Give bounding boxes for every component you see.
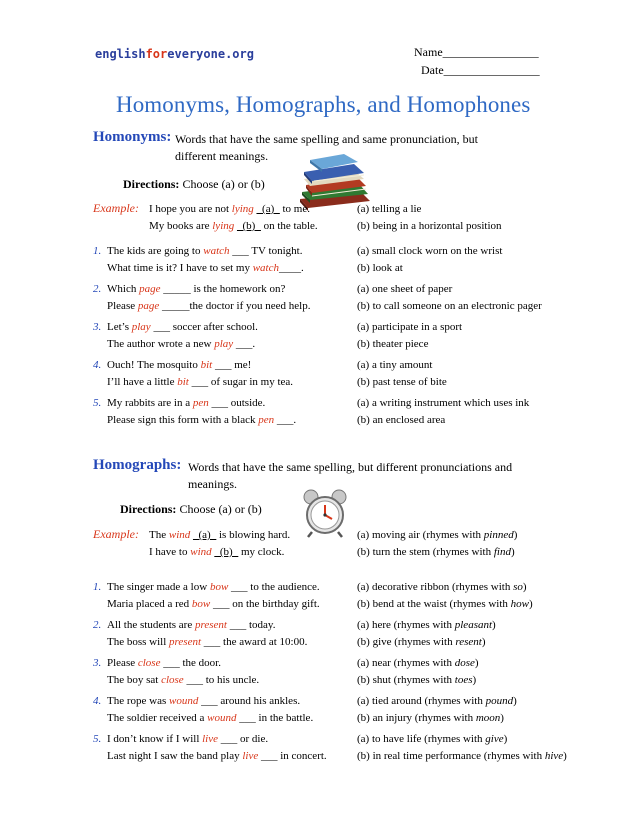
question-sentence-2 — [107, 749, 327, 764]
question-number: 2. — [93, 283, 102, 295]
option-a — [357, 618, 496, 633]
option-b — [357, 673, 476, 688]
example-text: my clock. — [238, 546, 285, 558]
target-word: play — [214, 338, 234, 350]
option-a: (a) participate in a sport — [357, 321, 463, 333]
question-number: 1. — [93, 581, 102, 593]
option-text: ) — [513, 695, 517, 707]
homonyms-definition-line1: Words that have the same spelling and same pronunciation, but — [175, 132, 478, 146]
option-b: (b) past tense of bite — [357, 376, 447, 388]
target-word: bit — [200, 359, 213, 371]
option-a: (a) a writing instrument which uses ink — [357, 397, 530, 409]
question-number: 5. — [93, 733, 102, 745]
site-logo-text — [95, 47, 254, 61]
sentence-text: I’ll have a little — [107, 376, 178, 388]
sentence-blank-text: ___ of sugar in my tea. — [188, 376, 294, 388]
example-option-a: (a) telling a lie — [357, 203, 422, 215]
option-b — [357, 597, 533, 612]
sentence-blank-text: ___ the door. — [160, 657, 221, 669]
date-line: Date________________ — [421, 63, 540, 77]
option-text: (b) an injury (rhymes with — [357, 712, 476, 724]
question-sentence-2 — [107, 597, 320, 612]
sentence-text: The rope was — [107, 695, 170, 707]
option-text: ) — [522, 581, 527, 593]
example-text: My books are — [149, 220, 213, 232]
example-text: is blowing hard. — [216, 529, 291, 541]
example-text: The — [149, 529, 169, 541]
target-word: watch — [203, 245, 230, 257]
sentence-text: The singer made a low — [107, 581, 210, 593]
option-text: (a) here (rhymes with — [357, 619, 455, 631]
sentence-blank-text: ___ to the audience. — [228, 581, 320, 593]
option-b: (b) theater piece — [357, 338, 429, 350]
target-word: live — [202, 733, 219, 745]
sentence-blank-text: ___ around his ankles. — [198, 695, 301, 707]
site-part-english: english — [95, 47, 146, 61]
example-text: I have to — [149, 546, 191, 558]
target-word: watch — [252, 262, 279, 274]
sentence-blank-text: ___. — [233, 338, 256, 350]
example-text: to me. — [279, 203, 310, 215]
option-rhyme-word: moon — [475, 712, 501, 724]
example-sentence-2 — [149, 545, 284, 560]
sentence-text: Please — [107, 657, 138, 669]
target-word: live — [242, 750, 259, 762]
question-number: 3. — [93, 657, 102, 669]
directions-text: Choose (a) or (b) — [179, 502, 262, 516]
option-b: (b) look at — [357, 262, 403, 274]
example-text: on the table. — [260, 220, 318, 232]
option-a — [357, 694, 517, 709]
target-word: pen — [192, 397, 209, 409]
sentence-blank-text: ___ or die. — [218, 733, 269, 745]
option-rhyme-word: toes — [454, 674, 473, 686]
option-text: ) — [563, 750, 567, 762]
sentence-blank-text: ___ in the battle. — [236, 712, 314, 724]
question-sentence-1 — [107, 320, 258, 335]
example-option-b: (b) being in a horizontal position — [357, 220, 502, 232]
question-sentence-1 — [107, 396, 265, 411]
option-a: (a) one sheet of paper — [357, 283, 453, 295]
option-text: (b) bend at the waist (rhymes with — [357, 598, 511, 610]
question-sentence-2 — [107, 711, 313, 726]
target-word: close — [137, 657, 161, 669]
option-b: (b) to call someone on an electronic pager — [357, 300, 542, 312]
directions-label: Directions: — [120, 502, 177, 516]
homographs-definition-line1: Words that have the same spelling, but different pronunciations and — [188, 460, 513, 474]
question-sentence-2 — [107, 299, 310, 314]
option-text: ) — [511, 546, 515, 558]
question-sentence-2 — [107, 261, 304, 276]
sentence-text: The boss will — [107, 636, 170, 648]
option-text: ) — [529, 598, 533, 610]
option-text: ) — [503, 733, 508, 745]
example-option-b — [357, 545, 515, 560]
option-rhyme-word: pinned — [483, 529, 514, 541]
option-text: (b) shut (rhymes with — [357, 674, 455, 686]
directions-label: Directions: — [123, 177, 180, 191]
sentence-text: Let’s — [107, 321, 132, 333]
page-title: Homonyms, Homographs, and Homophones — [116, 92, 531, 117]
sentence-blank-text: ___ soccer after school. — [150, 321, 258, 333]
homographs-definition-line2: meanings. — [188, 477, 237, 491]
sentence-blank-text: ___ to his uncle. — [183, 674, 260, 686]
question-number: 5. — [93, 397, 102, 409]
alarm-clock-icon — [300, 488, 350, 538]
question-sentence-2 — [107, 635, 307, 650]
sentence-blank-text: ___ me! — [212, 359, 252, 371]
sentence-blank-text: ___. — [274, 414, 297, 426]
sentence-blank-text: ____. — [279, 262, 304, 274]
sentence-text: Which — [107, 283, 140, 295]
question-number: 4. — [93, 695, 102, 707]
name-line: Name________________ — [414, 45, 539, 59]
sentence-blank-text: ___ on the birthday gift. — [210, 598, 320, 610]
option-a: (a) a tiny amount — [357, 359, 433, 371]
question-number: 1. — [93, 245, 102, 257]
question-sentence-2 — [107, 337, 255, 352]
option-b — [357, 635, 486, 650]
sentence-text: Please — [107, 300, 138, 312]
sentence-text: Please sign this form with a black — [107, 414, 259, 426]
site-part-for: for — [145, 47, 168, 61]
option-rhyme-word: find — [493, 546, 511, 558]
option-text: (a) tied around (rhymes with — [357, 695, 486, 707]
target-word: bow — [209, 581, 229, 593]
option-b: (b) an enclosed area — [357, 414, 446, 426]
question-sentence-2 — [107, 673, 259, 688]
option-text: ) — [474, 657, 479, 669]
example-target-word: wind — [190, 546, 212, 558]
target-word: wound — [207, 712, 237, 724]
site-part-domain: everyone.org — [167, 47, 254, 61]
target-word: pen — [258, 414, 275, 426]
sentence-text: Maria placed a red — [107, 598, 192, 610]
target-word: close — [161, 674, 184, 686]
question-sentence-1 — [107, 358, 251, 373]
example-label: Example: — [93, 527, 139, 541]
example-sentence-1 — [149, 202, 310, 217]
sentence-blank-text: _____the doctor if you need help. — [159, 300, 311, 312]
option-rhyme-word: pound — [485, 695, 514, 707]
option-rhyme-word: give — [485, 733, 504, 745]
sentence-text: The soldier received a — [107, 712, 208, 724]
option-rhyme-word: hive — [544, 750, 564, 762]
sentence-blank-text: _____ is the homework on? — [160, 283, 286, 295]
question-sentence-1 — [107, 580, 320, 595]
example-answer-blank: _(a)_ — [193, 529, 217, 541]
example-target-word: lying — [212, 220, 235, 232]
option-text: ) — [500, 712, 504, 724]
option-rhyme-word: pleasant — [454, 619, 493, 631]
example-answer-blank: _(a)_ — [256, 203, 280, 215]
sentence-text: The author wrote a new — [107, 338, 215, 350]
sentence-blank-text: ___ the award at 10:00. — [201, 636, 308, 648]
example-option-a — [357, 528, 517, 543]
homonyms-heading: Homonyms: — [93, 129, 172, 145]
option-text: (a) near (rhymes with — [357, 657, 455, 669]
target-word: present — [194, 619, 227, 631]
option-b — [357, 749, 567, 764]
sentence-text: Ouch! The mosquito — [107, 359, 201, 371]
option-text: ) — [472, 674, 477, 686]
option-a: (a) small clock worn on the wrist — [357, 245, 503, 257]
sentence-text: What time is it? I have to set my — [107, 262, 253, 274]
option-text: (a) moving air (rhymes with — [357, 529, 484, 541]
example-label: Example: — [93, 201, 139, 215]
option-text: ) — [513, 529, 518, 541]
question-sentence-1 — [107, 656, 221, 671]
option-text: ) — [481, 636, 486, 648]
option-text: (b) give (rhymes with — [357, 636, 456, 648]
target-word: present — [169, 636, 202, 648]
option-text: (a) to have life (rhymes with — [357, 733, 486, 745]
option-a — [357, 732, 507, 747]
question-sentence-1 — [107, 618, 275, 633]
option-text: (a) decorative ribbon (rhymes with — [357, 581, 514, 593]
question-sentence-1 — [107, 694, 300, 709]
sentence-text: All the students are — [107, 619, 195, 631]
homonyms-definition-line2: different meanings. — [175, 149, 269, 163]
option-text: (b) turn the stem (rhymes with — [357, 546, 494, 558]
example-target-word: wind — [168, 529, 191, 541]
question-sentence-1 — [107, 732, 268, 747]
option-a — [357, 580, 527, 595]
option-rhyme-word: so — [513, 581, 523, 593]
option-b — [357, 711, 504, 726]
question-number: 3. — [93, 321, 102, 333]
question-sentence-2 — [107, 375, 293, 390]
question-sentence-2 — [107, 413, 296, 428]
option-text: ) — [492, 619, 496, 631]
target-word: page — [139, 283, 161, 295]
homographs-heading: Homographs: — [93, 457, 182, 473]
target-word: play — [131, 321, 151, 333]
option-a — [357, 656, 479, 671]
example-answer-blank: _(b)_ — [237, 220, 261, 232]
option-rhyme-word: dose — [454, 657, 475, 669]
option-text: (b) in real time performance (rhymes with — [357, 750, 545, 762]
directions-text: Choose (a) or (b) — [182, 177, 265, 191]
target-word: wound — [169, 695, 199, 707]
target-word: bow — [191, 598, 211, 610]
example-text: I hope you are not — [149, 203, 232, 215]
example-answer-blank: _(b)_ — [214, 546, 239, 558]
sentence-text: The kids are going to — [107, 245, 204, 257]
question-sentence-1 — [107, 282, 285, 297]
option-rhyme-word: resent — [455, 636, 482, 648]
sentence-text: I don’t know if I will — [107, 733, 203, 745]
sentence-blank-text: ___ in concert. — [258, 750, 327, 762]
option-rhyme-word: how — [510, 598, 529, 610]
example-sentence-2 — [149, 219, 318, 234]
sentence-text: Last night I saw the band play — [107, 750, 243, 762]
target-word: page — [137, 300, 160, 312]
target-word: bit — [177, 376, 189, 388]
sentence-blank-text: ___ TV tonight. — [229, 245, 303, 257]
sentence-blank-text: ___ outside. — [208, 397, 266, 409]
example-target-word: lying — [231, 203, 254, 215]
question-number: 2. — [93, 619, 102, 631]
homographs-directions — [120, 502, 262, 517]
question-number: 4. — [93, 359, 102, 371]
sentence-blank-text: ___ today. — [226, 619, 276, 631]
homonyms-directions — [123, 177, 265, 192]
example-sentence-1 — [149, 528, 290, 543]
sentence-text: My rabbits are in a — [107, 397, 193, 409]
sentence-text: The boy sat — [107, 674, 162, 686]
question-sentence-1 — [107, 244, 302, 259]
